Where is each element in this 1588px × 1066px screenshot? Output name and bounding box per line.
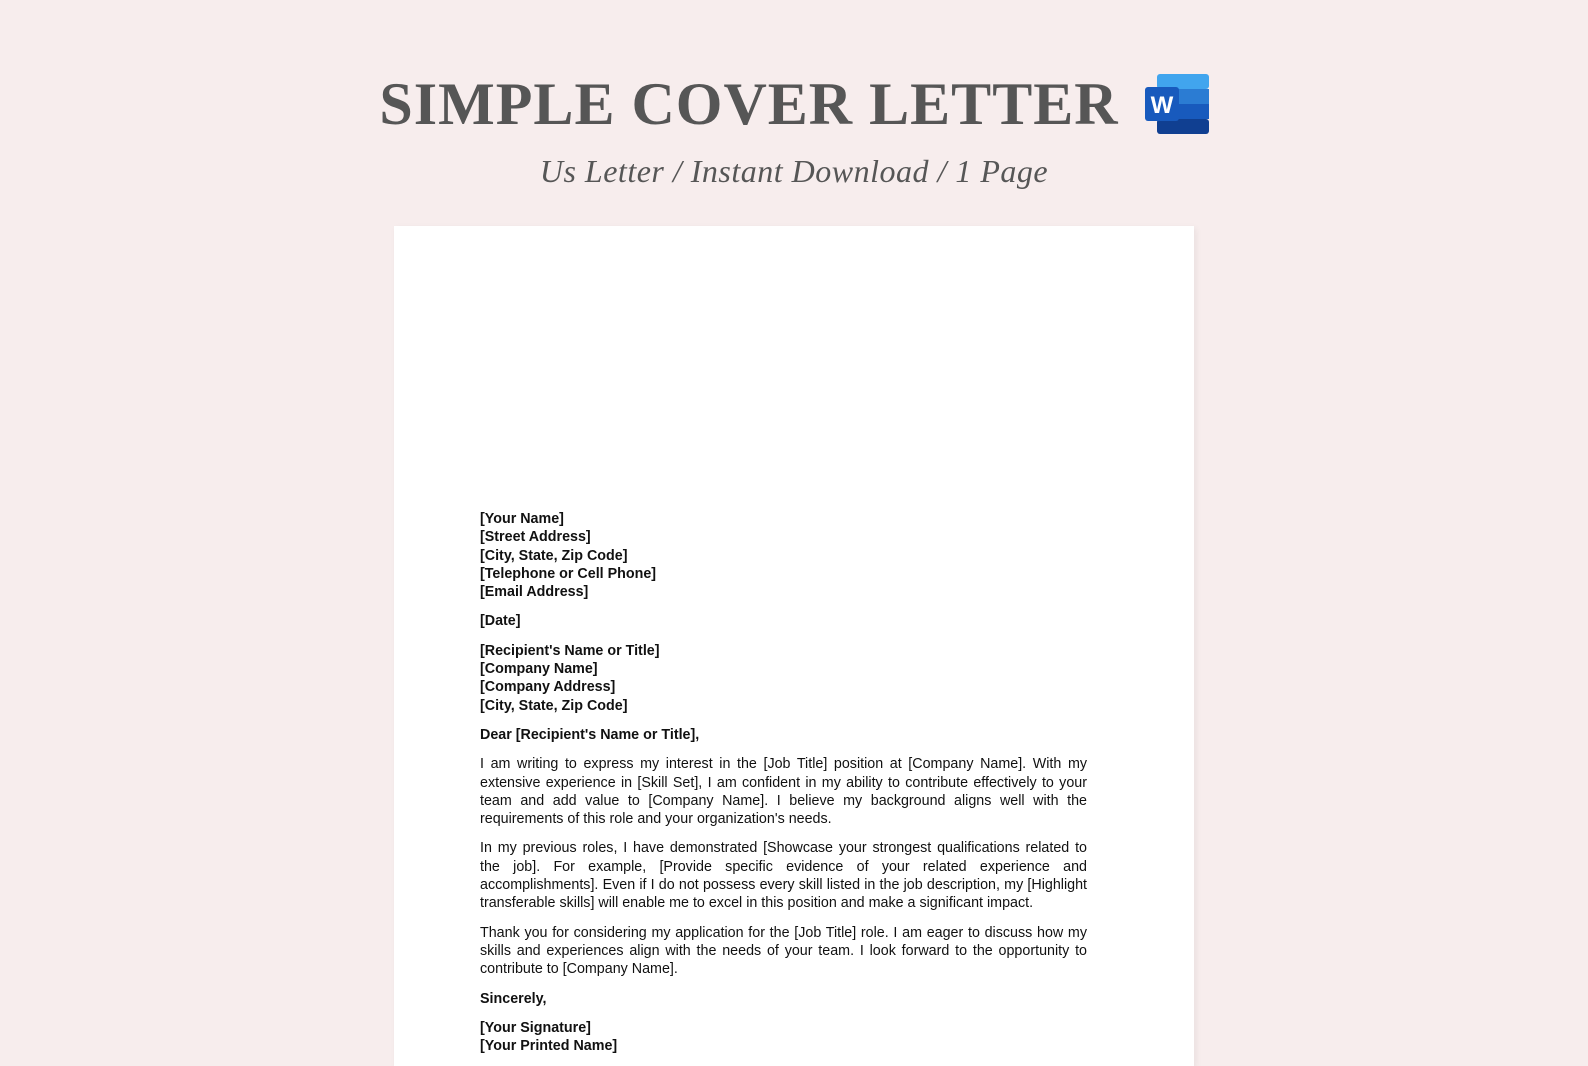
recipient-line: [City, State, Zip Code] [480,697,628,714]
svg-text:W: W [1150,92,1173,119]
sender-line: [Telephone or Cell Phone] [480,565,657,582]
header [0,0,1588,220]
signature-line: [Your Signature] [480,1019,591,1036]
sender-line: [Email Address] [480,584,589,601]
date-text: [Date] [480,613,521,630]
sender-address [480,510,1087,601]
recipient-line: [Recipient's Name or Title] [480,642,660,659]
sender-line: [City, State, Zip Code] [480,547,628,564]
signature-block [480,1019,1087,1056]
recipient-line: [Company Address] [480,679,616,696]
salutation-text: Dear [Recipient's Name or Title], [480,726,700,743]
sender-line: [Street Address] [480,529,591,546]
body-paragraph: I am writing to express my interest in the [Job Title] position at [Company Name]. With my extensive experience in [Skill Set], I am confident in my ability to contribute effectively to your team and add value to [Company Name]. I believe my background aligns well with the requirements of this role and your organization's needs. [480,756,1087,828]
letter-document [394,226,1194,1066]
title-row [0,71,1588,137]
sender-line: [Your Name] [480,511,564,527]
body-paragraph: In my previous roles, I have demonstrated [Showcase your strongest qualifications related to the job]. For example, [Provide specific evidence of your related experience and accomplishments]. Even if I do not possess every skill listed in the job description, my [Highlight transferable skills] will enable me to excel in this position and make a significant impact. [480,840,1087,912]
page-title: SIMPLE COVER LETTER [379,71,1119,137]
body-paragraph: Thank you for considering my application for the [Job Title] role. I am eager to discuss how my skills and experiences align with the needs of your team. I look forward to the opportunity to contribute to [Company Name]. [480,924,1087,978]
closing [480,990,1087,1008]
recipient-line: [Company Name] [480,661,598,678]
closing-text: Sincerely, [480,990,547,1007]
page-subtitle: Us Letter / Instant Download / 1 Page [539,153,1049,189]
recipient-address [480,642,1087,715]
salutation [480,726,1087,744]
letter-body [480,510,1087,1055]
microsoft-word-icon [1145,74,1209,134]
printed-name-line: [Your Printed Name] [480,1038,618,1055]
letter-date [480,612,1087,630]
